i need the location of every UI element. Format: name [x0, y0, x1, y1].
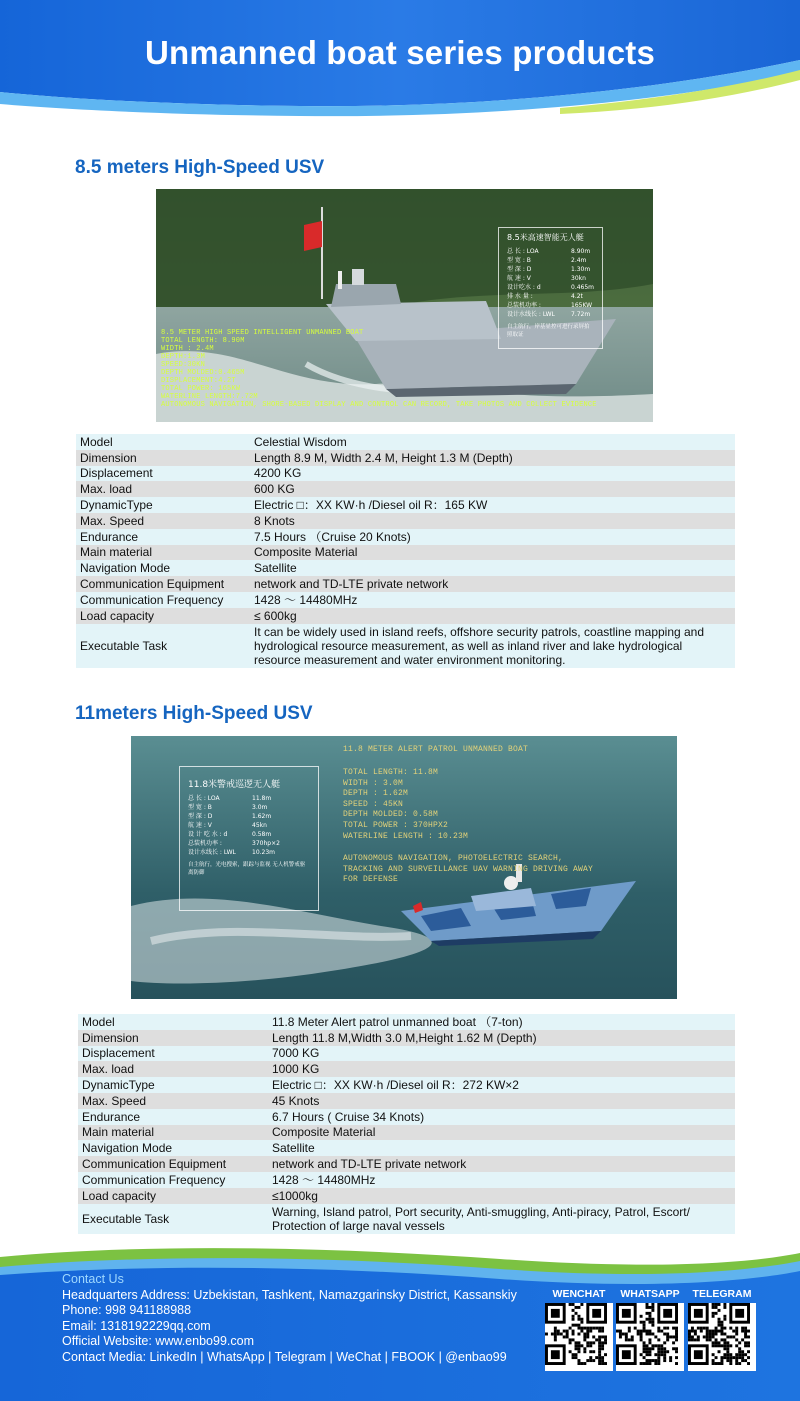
spec-value: 1428 ～ 14480MHz [250, 592, 735, 608]
qr-label-wechat: WENCHAT [552, 1288, 606, 1300]
contact-block [62, 1272, 517, 1365]
overlay-line: SPEED : 45KN [343, 799, 404, 809]
spec-value: network and TD-LTE private network [250, 576, 735, 592]
overlay-box-row [188, 812, 318, 821]
table-row [76, 481, 735, 497]
spec-value: Composite Material [250, 545, 735, 561]
overlay-box-row [507, 283, 602, 292]
overlay-row-key: 总 长 : LOA [188, 795, 220, 802]
spec-key: Main material [78, 1125, 268, 1141]
spec-value: ≤ 600kg [250, 608, 735, 624]
overlay-row-value: 1.30m [571, 266, 591, 273]
overlay-line: TRACKING AND SURVEILLANCE UAV WARNING DRIVING AWAY [343, 864, 594, 874]
overlay-line: TOTAL POWER : 370HPX2 [343, 820, 449, 830]
overlay-box-row [188, 794, 318, 803]
spec-key: Max. load [76, 481, 250, 497]
table-row [76, 497, 735, 513]
spec-key: DynamicType [76, 497, 250, 513]
spec-value: 8 Knots [250, 513, 735, 529]
qr-pattern [688, 1303, 750, 1365]
spec-key: Displacement [78, 1046, 268, 1062]
contact-title: Contact Us [62, 1272, 124, 1286]
telegram-qr-code[interactable] [688, 1303, 756, 1371]
page-header [0, 0, 800, 130]
table-row [78, 1046, 735, 1062]
spec-value: Satellite [268, 1140, 735, 1156]
table-row [76, 560, 735, 576]
overlay-row-key: 型 深 : D [507, 266, 532, 273]
spec-value: 6.7 Hours ( Cruise 34 Knots) [268, 1109, 735, 1125]
overlay-box-row [188, 830, 318, 839]
overlay-row-value: 3.0m [252, 804, 268, 811]
table-row [78, 1172, 735, 1188]
overlay-row-value: 30kn [571, 275, 586, 282]
usv-8-5m-photo [156, 189, 653, 422]
overlay-line: DEPTH:1.3M [161, 353, 206, 361]
overlay-row-value: 11.8m [252, 795, 272, 802]
overlay-row-key: 设计水线长 : LWL [507, 311, 555, 318]
spec-key: Max. Speed [78, 1093, 268, 1109]
overlay-line: TOTAL LENGTH: 11.8M [343, 768, 439, 777]
overlay-line: DEPTH : 1.62M [343, 789, 409, 799]
spec-value: Electric □：XX KW·h /Diesel oil R：165 KW [250, 497, 735, 513]
table-row [78, 1077, 735, 1093]
overlay-box-title: 11.8米警戒巡逻无人艇 [188, 780, 281, 790]
overlay-row-value: 0.465m [571, 284, 595, 291]
usv-11-8m-photo [131, 736, 677, 999]
table-row [78, 1061, 735, 1077]
overlay-box-row [507, 292, 602, 301]
phone-text: Phone: 998 941188988 [62, 1303, 192, 1317]
table-row [78, 1156, 735, 1172]
spec-value: Length 8.9 M, Width 2.4 M, Height 1.3 M (Depth) [250, 450, 735, 466]
section2-title: 11meters High-Speed USV [75, 703, 313, 724]
table-row [76, 624, 735, 668]
overlay-row-key: 航 速 : V [188, 822, 212, 829]
qr-label-telegram: TELEGRAM [692, 1288, 752, 1300]
overlay-row-key: 航 速 : V [507, 275, 531, 282]
spec-value: network and TD-LTE private network [268, 1156, 735, 1172]
spec-key: DynamicType [78, 1077, 268, 1093]
table-row [76, 434, 735, 450]
spec-key: Communication Equipment [76, 576, 250, 592]
table-row [78, 1188, 735, 1204]
address-text: Headquarters Address: Uzbekistan, Tashkent, Namazgarinsky District, Kassanskiy [62, 1287, 517, 1302]
overlay-line: WATERLINE LENGTH:7.72M [161, 393, 258, 401]
overlay-box-row [507, 265, 602, 274]
overlay-row-value: 4.2t [571, 293, 583, 300]
spec-value: Satellite [250, 560, 735, 576]
overlay-line: DEPTH MOLDED: 0.58M [343, 810, 439, 820]
spec-key: Load capacity [78, 1188, 268, 1204]
overlay-row-key: 排 水 量 : [507, 293, 533, 300]
spec-value: 7.5 Hours （Cruise 20 Knots) [250, 529, 735, 545]
overlay-row-key: 型 宽 : B [188, 804, 212, 811]
overlay-line: DISPLACEMENT:4.2T [161, 377, 236, 385]
table-row [76, 576, 735, 592]
spec-key: Navigation Mode [78, 1140, 268, 1156]
overlay-line: WIDTH : 2.4M [161, 345, 214, 353]
overlay-line: TOTAL POWER: 165KW [161, 385, 241, 393]
table-row [76, 450, 735, 466]
spec-value: 1428 ～ 14480MHz [268, 1172, 735, 1188]
spec-value: 1000 KG [268, 1061, 735, 1077]
overlay-heading-2: 11.8 METER ALERT PATROL UNMANNED BOAT [343, 745, 529, 754]
overlay-line: AUTONOMOUS NAVIGATION, SHORE-BASED DISPLAY AND CONTROL CAN RECORD, TAKE PHOTOS AND COLLECT EVIDENCE [161, 401, 597, 409]
overlay-row-value: 45kn [252, 822, 267, 829]
spec-value: It can be widely used in island reefs, offshore security patrols, coastline mapping and hydrological resource measurement, as well as inland river and lake hydrological resource measurement and water environment monitoring. [250, 624, 735, 668]
overlay-line: AUTONOMOUS NAVIGATION, PHOTOELECTRIC SEARCH, [343, 854, 564, 863]
spec-overlay-box-2 [179, 766, 319, 911]
spec-value: Warning, Island patrol, Port security, Anti-smuggling, Anti-piracy, Patrol, Escort/ Protection of large naval vessels [268, 1204, 735, 1234]
spec-value: 4200 KG [250, 466, 735, 482]
overlay-box-row [188, 839, 318, 848]
overlay-row-value: 1.62m [252, 813, 272, 820]
overlay-line: TOTAL LENGTH: 8.90M [161, 337, 245, 345]
overlay-row-value: 8.90m [571, 248, 591, 255]
overlay-box-rows [499, 247, 602, 319]
table-row [78, 1030, 735, 1046]
spec-key: Max. load [78, 1061, 268, 1077]
qr-pattern [545, 1303, 607, 1365]
wechat-qr-code[interactable] [545, 1303, 613, 1371]
overlay-row-key: 总装机功率 : [507, 302, 541, 309]
overlay-box-row [188, 821, 318, 830]
page-title: Unmanned boat series products [144, 34, 656, 71]
spec-table-2 [78, 1014, 735, 1234]
overlay-box-rows [180, 794, 318, 857]
overlay-line: WIDTH : 3.0M [343, 778, 404, 788]
overlay-line: DEPTH MOLDED:0.465M [161, 369, 245, 377]
overlay-row-key: 总装机功率 : [188, 840, 222, 847]
spec-key: Main material [76, 545, 250, 561]
spec-key: Load capacity [76, 608, 250, 624]
overlay-box-row [188, 803, 318, 812]
overlay-box-row [507, 247, 602, 256]
overlay-row-value: 7.72m [571, 311, 591, 318]
table-row [78, 1014, 735, 1030]
spec-key: Max. Speed [76, 513, 250, 529]
overlay-row-value: 10.23m [252, 849, 276, 856]
overlay-box-row [188, 848, 318, 857]
spec-table-1 [76, 434, 735, 668]
spec-key: Dimension [78, 1030, 268, 1046]
table-row [76, 608, 735, 624]
email-link[interactable]: Email: 1318192229qq.com [62, 1318, 211, 1333]
overlay-row-value: 370hp×2 [252, 840, 280, 847]
spec-key: Endurance [76, 529, 250, 545]
overlay-box-title: 8.5米高速智能无人艇 [507, 233, 584, 242]
spec-key: Executable Task [76, 624, 250, 668]
overlay-row-value: 0.58m [252, 831, 272, 838]
spec-key: Model [78, 1014, 268, 1030]
table-row [78, 1140, 735, 1156]
spec-value: ≤1000kg [268, 1188, 735, 1204]
spec-key: Endurance [78, 1109, 268, 1125]
overlay-row-key: 设计水线长 : LWL [188, 849, 236, 856]
overlay-box-row [507, 274, 602, 283]
overlay-row-key: 设计吃水 : d [507, 284, 541, 291]
spec-value: 7000 KG [268, 1046, 735, 1062]
overlay-box-note: 自主航行，岸基显控可进行录屏拍照取证 [507, 324, 590, 338]
spec-value: 45 Knots [268, 1093, 735, 1109]
qr-label-whatsapp: WHATSAPP [620, 1288, 680, 1300]
qr-pattern [616, 1303, 678, 1365]
spec-key: Executable Task [78, 1204, 268, 1234]
spec-value: Celestial Wisdom [250, 434, 735, 450]
overlay-row-key: 设 计 吃 水 : d [188, 831, 228, 838]
overlay-row-value: 165KW [571, 302, 593, 309]
spec-key: Communication Frequency [76, 592, 250, 608]
website-link[interactable]: Official Website: www.enbo99.com [62, 1334, 254, 1348]
contact-media-text: Contact Media: LinkedIn | WhatsApp | Telegram | WeChat | FBOOK | @enbao99 [62, 1349, 507, 1364]
spec-key: Model [76, 434, 250, 450]
overlay-line: SPEED:30KN [161, 361, 206, 369]
overlay-line: WATERLINE LENGTH : 10.23M [343, 831, 469, 841]
overlay-box-row [507, 301, 602, 310]
spec-value: 600 KG [250, 481, 735, 497]
table-row [78, 1204, 735, 1234]
table-row [76, 529, 735, 545]
overlay-row-value: 2.4m [571, 257, 587, 264]
overlay-row-key: 型 宽 : B [507, 257, 531, 264]
spec-key: Communication Frequency [78, 1172, 268, 1188]
section1-title: 8.5 meters High-Speed USV [75, 157, 325, 178]
spec-key: Navigation Mode [76, 560, 250, 576]
contact-footer [0, 1245, 800, 1401]
overlay-row-key: 型 深 : D [188, 813, 213, 820]
overlay-box-note: 自主航行，光电搜索，跟踪与监视 无人机警戒驱离防御 [188, 862, 306, 876]
overlay-line: FOR DEFENSE [343, 875, 399, 885]
table-row [76, 466, 735, 482]
spec-value: Length 11.8 M,Width 3.0 M,Height 1.62 M (Depth) [268, 1030, 735, 1046]
overlay-box-row [507, 256, 602, 265]
overlay-footer-lines-2 [343, 854, 593, 886]
table-row [76, 513, 735, 529]
overlay-spec-lines-1 [161, 329, 597, 409]
spec-key: Communication Equipment [78, 1156, 268, 1172]
spec-value: 11.8 Meter Alert patrol unmanned boat （7-ton) [268, 1014, 735, 1030]
table-row [78, 1093, 735, 1109]
table-row [76, 545, 735, 561]
table-row [78, 1109, 735, 1125]
table-row [78, 1125, 735, 1141]
spec-key: Displacement [76, 466, 250, 482]
overlay-row-key: 总 长 : LOA [507, 248, 539, 255]
spec-value: Composite Material [268, 1125, 735, 1141]
spec-key: Dimension [76, 450, 250, 466]
overlay-box-row [507, 310, 602, 319]
table-row [76, 592, 735, 608]
whatsapp-qr-code[interactable] [616, 1303, 684, 1371]
spec-value: Electric □：XX KW·h /Diesel oil R：272 KW×2 [268, 1077, 735, 1093]
overlay-line: 8.5 METER HIGH SPEED INTELLIGENT UNMANNED BOAT [161, 329, 364, 337]
overlay-spec-lines-2 [343, 768, 468, 842]
